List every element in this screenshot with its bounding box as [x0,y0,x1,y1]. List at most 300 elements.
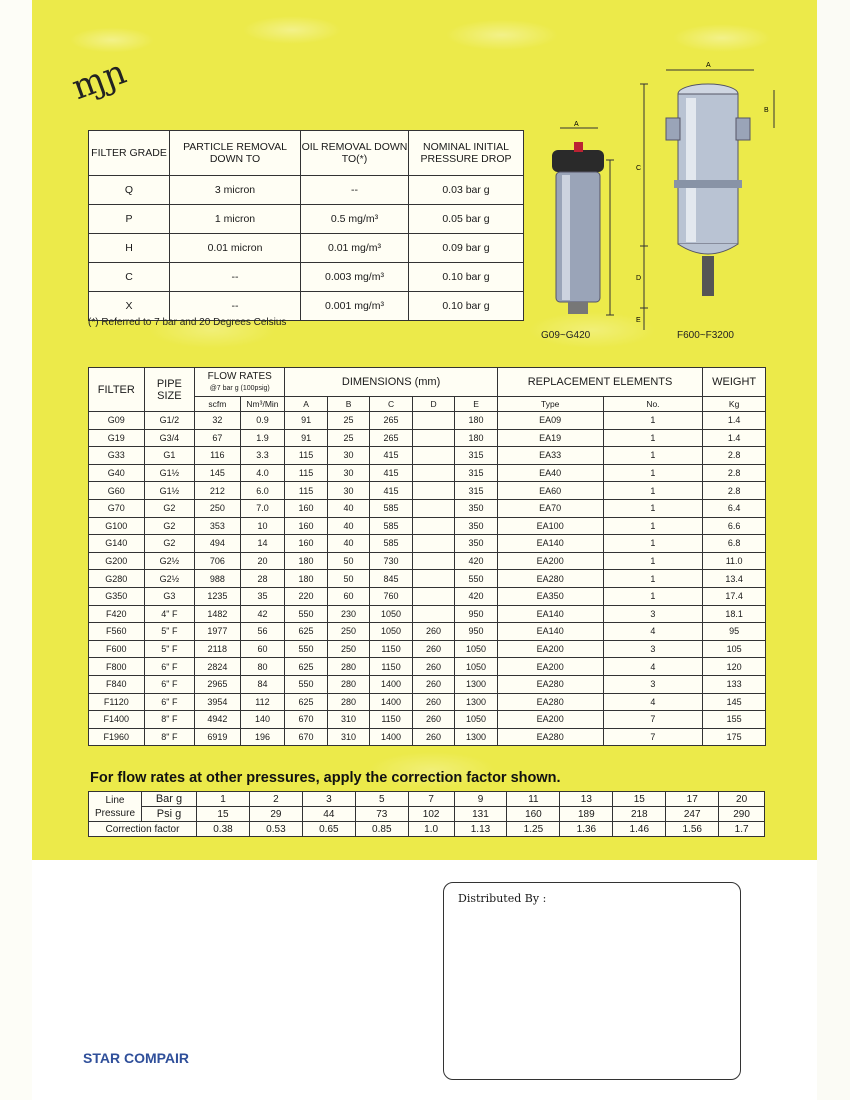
spec-cell: 3 [603,640,703,658]
grade-row [89,205,524,234]
spec-cell: 3 [603,605,703,623]
spec-cell: EA280 [497,675,603,693]
spec-cell: 14 [240,535,285,553]
spec-cell: 6919 [195,728,240,746]
dim-label-b: B [764,107,769,114]
spec-cell: 95 [703,623,766,641]
spec-cell: G2½ [144,570,194,588]
spec-cell: 1400 [370,693,413,711]
spec-cell: 1235 [195,587,240,605]
correction-factor-table [88,791,765,837]
bar-value: 7 [408,792,454,807]
spec-cell: G60 [89,482,145,500]
spec-cell: EA60 [497,482,603,500]
grade-header-cell: OIL REMOVAL DOWN TO(*) [301,131,409,176]
spec-cell [412,464,454,482]
spec-cell [412,482,454,500]
spec-cell: 260 [412,623,454,641]
grade-header-cell: NOMINAL INITIAL PRESSURE DROP [409,131,524,176]
spec-row [89,711,766,729]
spec-cell: 4942 [195,711,240,729]
spec-cell: 988 [195,570,240,588]
spec-row [89,623,766,641]
spec-cell: 260 [412,658,454,676]
spec-cell: 260 [412,675,454,693]
spec-cell: F800 [89,658,145,676]
footnote: (*) Referred to 7 bar and 20 Degrees Celsius [88,317,287,328]
spec-row [89,499,766,517]
spec-cell: 30 [327,447,369,465]
spec-cell: 265 [370,429,413,447]
spec-cell: 6.4 [703,499,766,517]
spec-cell: G70 [89,499,145,517]
spec-cell: G3 [144,587,194,605]
bar-value: 3 [302,792,355,807]
spec-cell: 1.9 [240,429,285,447]
spec-cell: EA33 [497,447,603,465]
psi-unit-label: Psi g [142,807,197,822]
spec-cell: 550 [285,640,327,658]
spec-cell: 1 [603,535,703,553]
spec-cell: 140 [240,711,285,729]
factor-value: 1.46 [613,822,666,837]
spec-row [89,535,766,553]
spec-cell: 265 [370,412,413,430]
large-filter-diagram [636,60,786,340]
subheader-cell: B [327,397,369,412]
spec-cell [412,429,454,447]
spec-cell: 6.8 [703,535,766,553]
spec-cell: 180 [455,429,498,447]
spec-cell: 4 [603,658,703,676]
distributed-by-box [443,882,741,1080]
header-replacement-elements: REPLACEMENT ELEMENTS [497,368,702,397]
spec-row [89,429,766,447]
spec-cell: 40 [327,535,369,553]
spec-cell: 1977 [195,623,240,641]
spec-cell: EA280 [497,728,603,746]
spec-cell: F1960 [89,728,145,746]
small-filter-diagram [540,120,630,335]
spec-cell: 1 [603,464,703,482]
spec-cell: 6" F [144,658,194,676]
spec-cell: G1 [144,447,194,465]
spec-cell: 133 [703,675,766,693]
spec-row [89,447,766,465]
spec-cell: 7 [603,711,703,729]
spec-cell: 5" F [144,640,194,658]
grade-row [89,176,524,205]
correction-heading: For flow rates at other pressures, apply the correction factor shown. [90,770,561,786]
spec-cell: 310 [327,711,369,729]
spec-cell: 280 [327,658,369,676]
spec-cell: 494 [195,535,240,553]
spec-cell: 91 [285,429,327,447]
spec-cell: 4 [603,693,703,711]
spec-cell: G140 [89,535,145,553]
spec-cell: 196 [240,728,285,746]
spec-cell: 670 [285,711,327,729]
spec-cell: G350 [89,587,145,605]
psi-value: 290 [719,807,765,822]
filter-spec-table [88,367,766,746]
bar-value: 15 [613,792,666,807]
spec-cell: F840 [89,675,145,693]
inlet-flange [666,118,680,140]
spec-cell: 315 [455,464,498,482]
spec-cell: 175 [703,728,766,746]
flow-rates-condition: @7 bar g (100psig) [209,385,270,392]
spec-cell: G3/4 [144,429,194,447]
spec-cell: 1 [603,482,703,500]
filter-drain [568,302,588,314]
subheader-cell: No. [603,397,703,412]
spec-row [89,482,766,500]
spec-row [89,464,766,482]
psi-value: 15 [197,807,250,822]
spec-cell: G19 [89,429,145,447]
spec-row [89,658,766,676]
spec-cell: 6" F [144,693,194,711]
grade-header-row [89,131,524,176]
spec-row [89,570,766,588]
grade-cell: 0.09 bar g [409,234,524,263]
dim-label-c: C [636,165,642,172]
spec-cell: 120 [703,658,766,676]
grade-cell: 0.03 bar g [409,176,524,205]
spec-row [89,693,766,711]
header-weight: WEIGHT [703,368,766,397]
spec-row [89,640,766,658]
spec-cell: 212 [195,482,240,500]
spec-cell: 1 [603,570,703,588]
small-filter-caption: G09~G420 [541,330,591,341]
spec-cell: 13.4 [703,570,766,588]
subheader-cell: Kg [703,397,766,412]
factor-value: 1.13 [454,822,507,837]
factor-value: 0.65 [302,822,355,837]
spec-cell: 1.4 [703,429,766,447]
subheader-cell: scfm [195,397,240,412]
spec-cell [412,587,454,605]
spec-cell: 145 [703,693,766,711]
spec-cell: 42 [240,605,285,623]
spec-cell [412,412,454,430]
factor-value: 1.7 [719,822,765,837]
grade-cell: H [89,234,170,263]
spec-cell: 625 [285,623,327,641]
header-filter: FILTER [89,368,145,412]
spec-cell: 8" F [144,728,194,746]
spec-cell: EA200 [497,552,603,570]
spec-cell: 625 [285,658,327,676]
filter-head [552,150,604,172]
spec-cell: 28 [240,570,285,588]
spec-cell: G2½ [144,552,194,570]
subheader-cell: D [412,397,454,412]
distributed-by-label: Distributed By : [458,892,547,905]
large-filter-caption: F600~F3200 [677,330,734,341]
spec-cell: 32 [195,412,240,430]
spec-cell: 116 [195,447,240,465]
bar-row [89,792,765,807]
factor-value: 0.85 [355,822,408,837]
spec-cell: 40 [327,499,369,517]
spec-cell: EA09 [497,412,603,430]
spec-cell: 0.9 [240,412,285,430]
grade-cell: -- [301,176,409,205]
spec-cell: 250 [195,499,240,517]
grade-cell: 0.10 bar g [409,263,524,292]
spec-cell: 25 [327,429,369,447]
spec-cell: 4" F [144,605,194,623]
spec-cell: 310 [327,728,369,746]
factor-value: 0.38 [197,822,250,837]
spec-cell: G100 [89,517,145,535]
grade-cell: 0.003 mg/m³ [301,263,409,292]
spec-cell: 260 [412,711,454,729]
spec-cell [412,517,454,535]
spec-cell: 1 [603,412,703,430]
factor-value: 0.53 [249,822,302,837]
flow-rates-label: FLOW RATES [207,371,272,382]
spec-cell: 845 [370,570,413,588]
spec-cell: EA40 [497,464,603,482]
spec-cell: G2 [144,499,194,517]
spec-cell: 2965 [195,675,240,693]
factor-row [89,822,765,837]
spec-cell: 420 [455,587,498,605]
spec-cell: 180 [285,570,327,588]
spec-cell: 50 [327,570,369,588]
spec-cell: F560 [89,623,145,641]
spec-cell: 585 [370,535,413,553]
factor-value: 1.56 [666,822,719,837]
spec-cell: 1400 [370,728,413,746]
spec-cell: 730 [370,552,413,570]
spec-cell: 50 [327,552,369,570]
spec-row [89,728,766,746]
spec-cell: 4.0 [240,464,285,482]
spec-cell: 706 [195,552,240,570]
spec-cell [412,535,454,553]
page-right-margin [817,0,850,1100]
spec-cell: 315 [455,447,498,465]
spec-cell [412,552,454,570]
spec-cell: G1/2 [144,412,194,430]
spec-cell: 260 [412,728,454,746]
spec-cell: 30 [327,482,369,500]
psi-value: 102 [408,807,454,822]
spec-cell: G2 [144,535,194,553]
grade-row [89,263,524,292]
spec-cell: 280 [327,693,369,711]
spec-cell: 1300 [455,675,498,693]
subheader-cell: E [455,397,498,412]
spec-cell: 7.0 [240,499,285,517]
spec-cell: 350 [455,517,498,535]
grade-cell: 0.01 mg/m³ [301,234,409,263]
spec-cell: 585 [370,499,413,517]
spec-cell: 10 [240,517,285,535]
spec-cell: 1 [603,587,703,605]
spec-cell: 1 [603,517,703,535]
spec-cell: G33 [89,447,145,465]
spec-cell: 550 [455,570,498,588]
spec-cell: G1½ [144,464,194,482]
bar-value: 13 [560,792,613,807]
spec-cell: EA140 [497,535,603,553]
grade-cell: 3 micron [170,176,301,205]
spec-cell: EA70 [497,499,603,517]
psi-value: 160 [507,807,560,822]
header-flow-rates [195,368,285,397]
spec-cell: 550 [285,605,327,623]
spec-cell: 160 [285,499,327,517]
spec-cell: 17.4 [703,587,766,605]
spec-cell: 1050 [455,711,498,729]
spec-cell: 1 [603,447,703,465]
grade-header-cell: FILTER GRADE [89,131,170,176]
spec-cell: 1300 [455,728,498,746]
correction-factor-label: Correction factor [89,822,197,837]
spec-cell: EA350 [497,587,603,605]
bar-value: 11 [507,792,560,807]
spec-cell: F1400 [89,711,145,729]
spec-cell: 7 [603,728,703,746]
spec-cell: 250 [327,640,369,658]
spec-cell: 1 [603,499,703,517]
factor-value: 1.25 [507,822,560,837]
spec-cell: 80 [240,658,285,676]
spec-cell: G280 [89,570,145,588]
spec-cell: 6" F [144,675,194,693]
spec-cell: 1482 [195,605,240,623]
bar-unit-label: Bar g [142,792,197,807]
grade-cell: 1 micron [170,205,301,234]
factor-value: 1.36 [560,822,613,837]
spec-cell: 230 [327,605,369,623]
psi-value: 73 [355,807,408,822]
psi-value: 44 [302,807,355,822]
spec-cell: 220 [285,587,327,605]
psi-value: 131 [454,807,507,822]
grade-cell: 0.05 bar g [409,205,524,234]
spec-cell: 180 [455,412,498,430]
header-dimensions: DIMENSIONS (mm) [285,368,497,397]
bar-value: 17 [666,792,719,807]
brand-name: STAR COMPAIR [83,1050,190,1066]
spec-cell: 35 [240,587,285,605]
spec-cell: 91 [285,412,327,430]
spec-cell: 585 [370,517,413,535]
spec-cell: 415 [370,447,413,465]
spec-cell: EA200 [497,640,603,658]
spec-cell: 1050 [370,605,413,623]
subheader-cell: C [370,397,413,412]
spec-cell: 6.0 [240,482,285,500]
filter-grade-table [88,130,524,321]
spec-cell: 1 [603,552,703,570]
psi-value: 29 [249,807,302,822]
spec-cell: EA140 [497,623,603,641]
drain-valve [702,256,714,296]
spec-cell: 84 [240,675,285,693]
spec-cell: 115 [285,447,327,465]
bar-value: 2 [249,792,302,807]
dim-label-a: A [574,121,579,128]
spec-cell: G09 [89,412,145,430]
spec-cell: 18.1 [703,605,766,623]
bar-value: 1 [197,792,250,807]
spec-cell: 260 [412,640,454,658]
spec-cell: EA280 [497,693,603,711]
spec-cell: 1050 [455,640,498,658]
spec-row [89,675,766,693]
grade-cell: C [89,263,170,292]
spec-cell: 3954 [195,693,240,711]
spec-row [89,552,766,570]
grade-cell: 0.001 mg/m³ [301,292,409,321]
spec-cell: 30 [327,464,369,482]
spec-cell: 115 [285,482,327,500]
spec-cell: 56 [240,623,285,641]
spec-cell [412,447,454,465]
spec-cell [412,570,454,588]
grade-cell: -- [170,292,301,321]
spec-cell: 353 [195,517,240,535]
spec-header-row [89,368,766,397]
spec-cell: G40 [89,464,145,482]
spec-cell: 40 [327,517,369,535]
dim-label-d: D [636,275,642,282]
page-left-margin [0,0,32,1100]
spec-row [89,605,766,623]
spec-cell: 625 [285,693,327,711]
spec-cell: G1½ [144,482,194,500]
spec-cell [412,499,454,517]
factor-value: 1.0 [408,822,454,837]
spec-cell: 1400 [370,675,413,693]
psi-value: 218 [613,807,666,822]
spec-cell: 25 [327,412,369,430]
spec-cell: 550 [285,675,327,693]
spec-cell: EA19 [497,429,603,447]
spec-cell: 67 [195,429,240,447]
spec-cell: 8" F [144,711,194,729]
spec-cell: 60 [327,587,369,605]
grade-cell: 0.5 mg/m³ [301,205,409,234]
header-pipe-size: PIPE SIZE [144,368,194,412]
spec-cell: 760 [370,587,413,605]
spec-cell: 145 [195,464,240,482]
spec-cell: EA200 [497,711,603,729]
spec-cell: 1 [603,429,703,447]
spec-cell: 160 [285,535,327,553]
bar-value: 9 [454,792,507,807]
grade-cell: -- [170,263,301,292]
grade-header-cell: PARTICLE REMOVAL DOWN TO [170,131,301,176]
spec-cell: 60 [240,640,285,658]
spec-cell: F1120 [89,693,145,711]
spec-cell: 280 [327,675,369,693]
spec-cell: 1150 [370,711,413,729]
spec-cell: 115 [285,464,327,482]
spec-cell: F600 [89,640,145,658]
spec-cell: 420 [455,552,498,570]
line-pressure-label: Line Pressure [89,792,142,822]
spec-row [89,587,766,605]
